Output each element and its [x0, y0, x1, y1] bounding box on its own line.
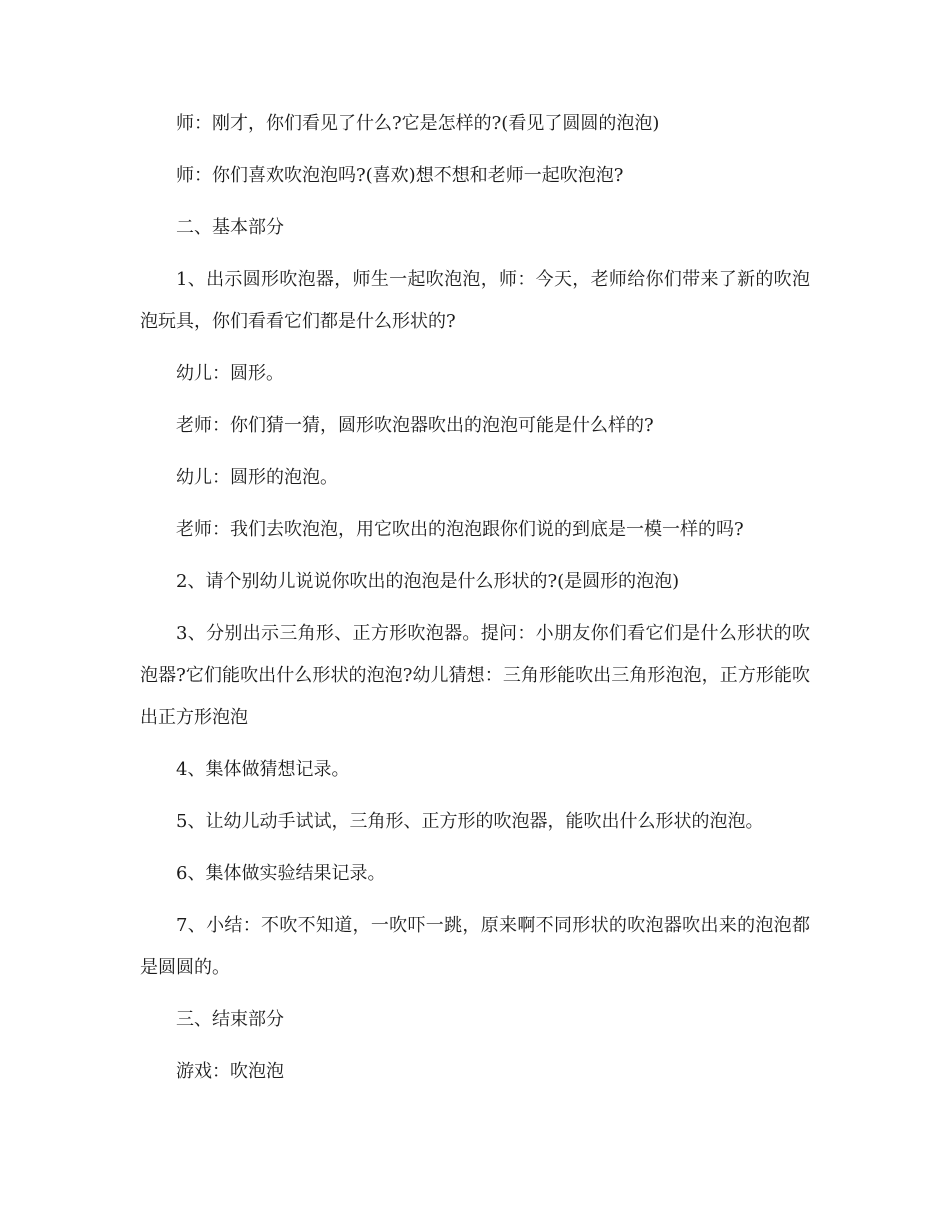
section-heading-basic: 二、基本部分 [176, 217, 284, 238]
paragraph-teacher-question-2: 师：你们喜欢吹泡泡吗?(喜欢)想不想和老师一起吹泡泡? [176, 165, 624, 186]
paragraph-step-5: 5、让幼儿动手试试，三角形、正方形的吹泡器，能吹出什么形状的泡泡。 [176, 811, 764, 832]
paragraph-step-6: 6、集体做实验结果记录。 [176, 863, 386, 884]
paragraph-child-answer-2: 幼儿：圆形的泡泡。 [176, 467, 338, 488]
paragraph-step-7: 7、小结：不吹不知道，一吹吓一跳，原来啊不同形状的吹泡器吹出来的泡泡都是圆圆的。 [140, 915, 810, 978]
paragraph-child-answer-1: 幼儿：圆形。 [176, 363, 284, 384]
paragraph-teacher-question-1: 师：刚才，你们看见了什么?它是怎样的?(看见了圆圆的泡泡) [176, 113, 660, 134]
paragraph-teacher-question-3: 老师：你们猜一猜，圆形吹泡器吹出的泡泡可能是什么样的? [176, 415, 654, 436]
document-body [140, 103, 810, 1103]
paragraph-step-1: 1、出示圆形吹泡器，师生一起吹泡泡，师：今天，老师给你们带来了新的吹泡泡玩具，你们看看它们都是什么形状的? [140, 269, 810, 332]
paragraph-step-2: 2、请个别幼儿说说你吹出的泡泡是什么形状的?(是圆形的泡泡) [176, 571, 680, 592]
paragraph-game: 游戏：吹泡泡 [176, 1061, 284, 1082]
section-heading-ending: 三、结束部分 [176, 1009, 284, 1030]
paragraph-step-4: 4、集体做猜想记录。 [176, 759, 350, 780]
paragraph-teacher-question-4: 老师：我们去吹泡泡，用它吹出的泡泡跟你们说的到底是一模一样的吗? [176, 519, 744, 540]
paragraph-step-3: 3、分别出示三角形、正方形吹泡器。提问：小朋友你们看它们是什么形状的吹泡器?它们能吹出什么形状的泡泡?幼儿猜想：三角形能吹出三角形泡泡，正方形能吹出正方形泡泡 [140, 623, 810, 728]
